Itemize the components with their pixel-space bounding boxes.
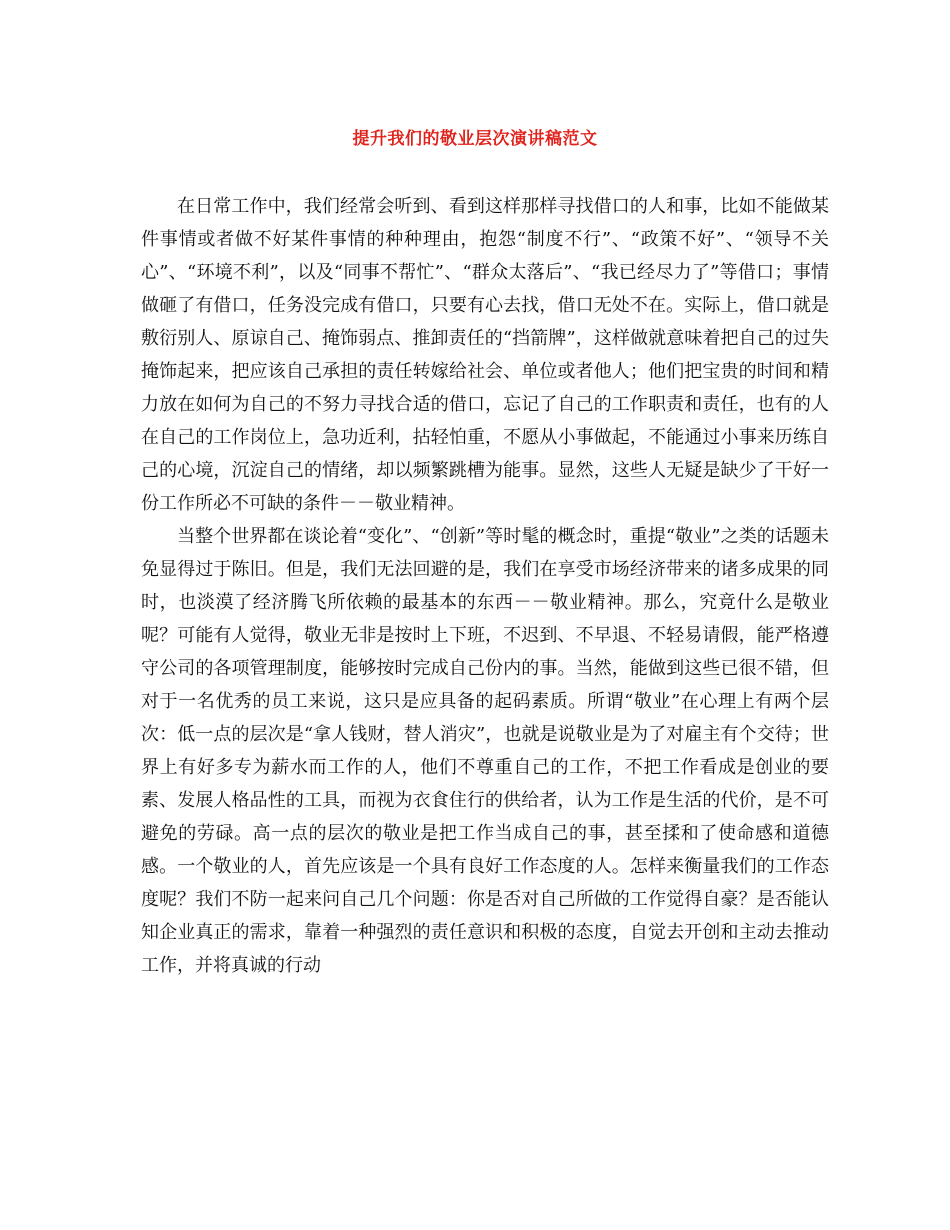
document-body [141,190,829,982]
body-paragraph-2: 当整个世界都在谈论着“变化”、“创新”等时髦的概念时，重提“敬业”之类的话题未免显得过于陈旧。但是，我们无法回避的是，我们在享受市场经济带来的诸多成果的同时，也淡漠了经济腾飞所依赖的最基本的东西－－敬业精神。那么，究竟什么是敬业呢？可能有人觉得，敬业无非是按时上下班，不迟到、不早退、不轻易请假，能严格遵守公司的各项管理制度，能够按时完成自己份内的事。当然，能做到这些已很不错，但对于一名优秀的员工来说，这只是应具备的起码素质。所谓“敬业”在心理上有两个层次：低一点的层次是“拿人钱财，替人消灾”，也就是说敬业是为了对雇主有个交待；世界上有好多专为薪水而工作的人，他们不尊重自己的工作，不把工作看成是创业的要素、发展人格品性的工具，而视为衣食住行的供给者，认为工作是生活的代价，是不可避免的劳碌。高一点的层次的敬业是把工作当成自己的事，甚至揉和了使命感和道德感。一个敬业的人，首先应该是一个具有良好工作态度的人。怎样来衡量我们的工作态度呢？我们不防一起来问自己几个问题：你是否对自己所做的工作觉得自豪？是否能认知企业真正的需求，靠着一种强烈的责任意识和积极的态度，自觉去开创和主动去推动工作，并将真诚的行动 [141,526,829,976]
body-paragraph-1: 在日常工作中，我们经常会听到、看到这样那样寻找借口的人和事，比如不能做某件事情或者做不好某件事情的种种理由，抱怨“制度不行”、“政策不好”、“领导不关心”、“环境不利”，以及“同事不帮忙”、“群众太落后”、“我已经尽力了”等借口；事情做砸了有借口，任务没完成有借口，只要有心去找，借口无处不在。实际上，借口就是敷衍别人、原谅自己、掩饰弱点、推卸责任的“挡箭牌”，这样做就意味着把自己的过失掩饰起来，把应该自己承担的责任转嫁给社会、单位或者他人；他们把宝贵的时间和精力放在如何为自己的不努力寻找合适的借口，忘记了自己的工作职责和责任，也有的人在自己的工作岗位上，急功近利，拈轻怕重，不愿从小事做起，不能通过小事来历练自己的心境，沉淀自己的情绪，却以频繁跳槽为能事。显然，这些人无疑是缺少了干好一份工作所必不可缺的条件－－敬业精神。 [141,196,829,514]
document-title: 提升我们的敬业层次演讲稿范文 [352,129,598,149]
